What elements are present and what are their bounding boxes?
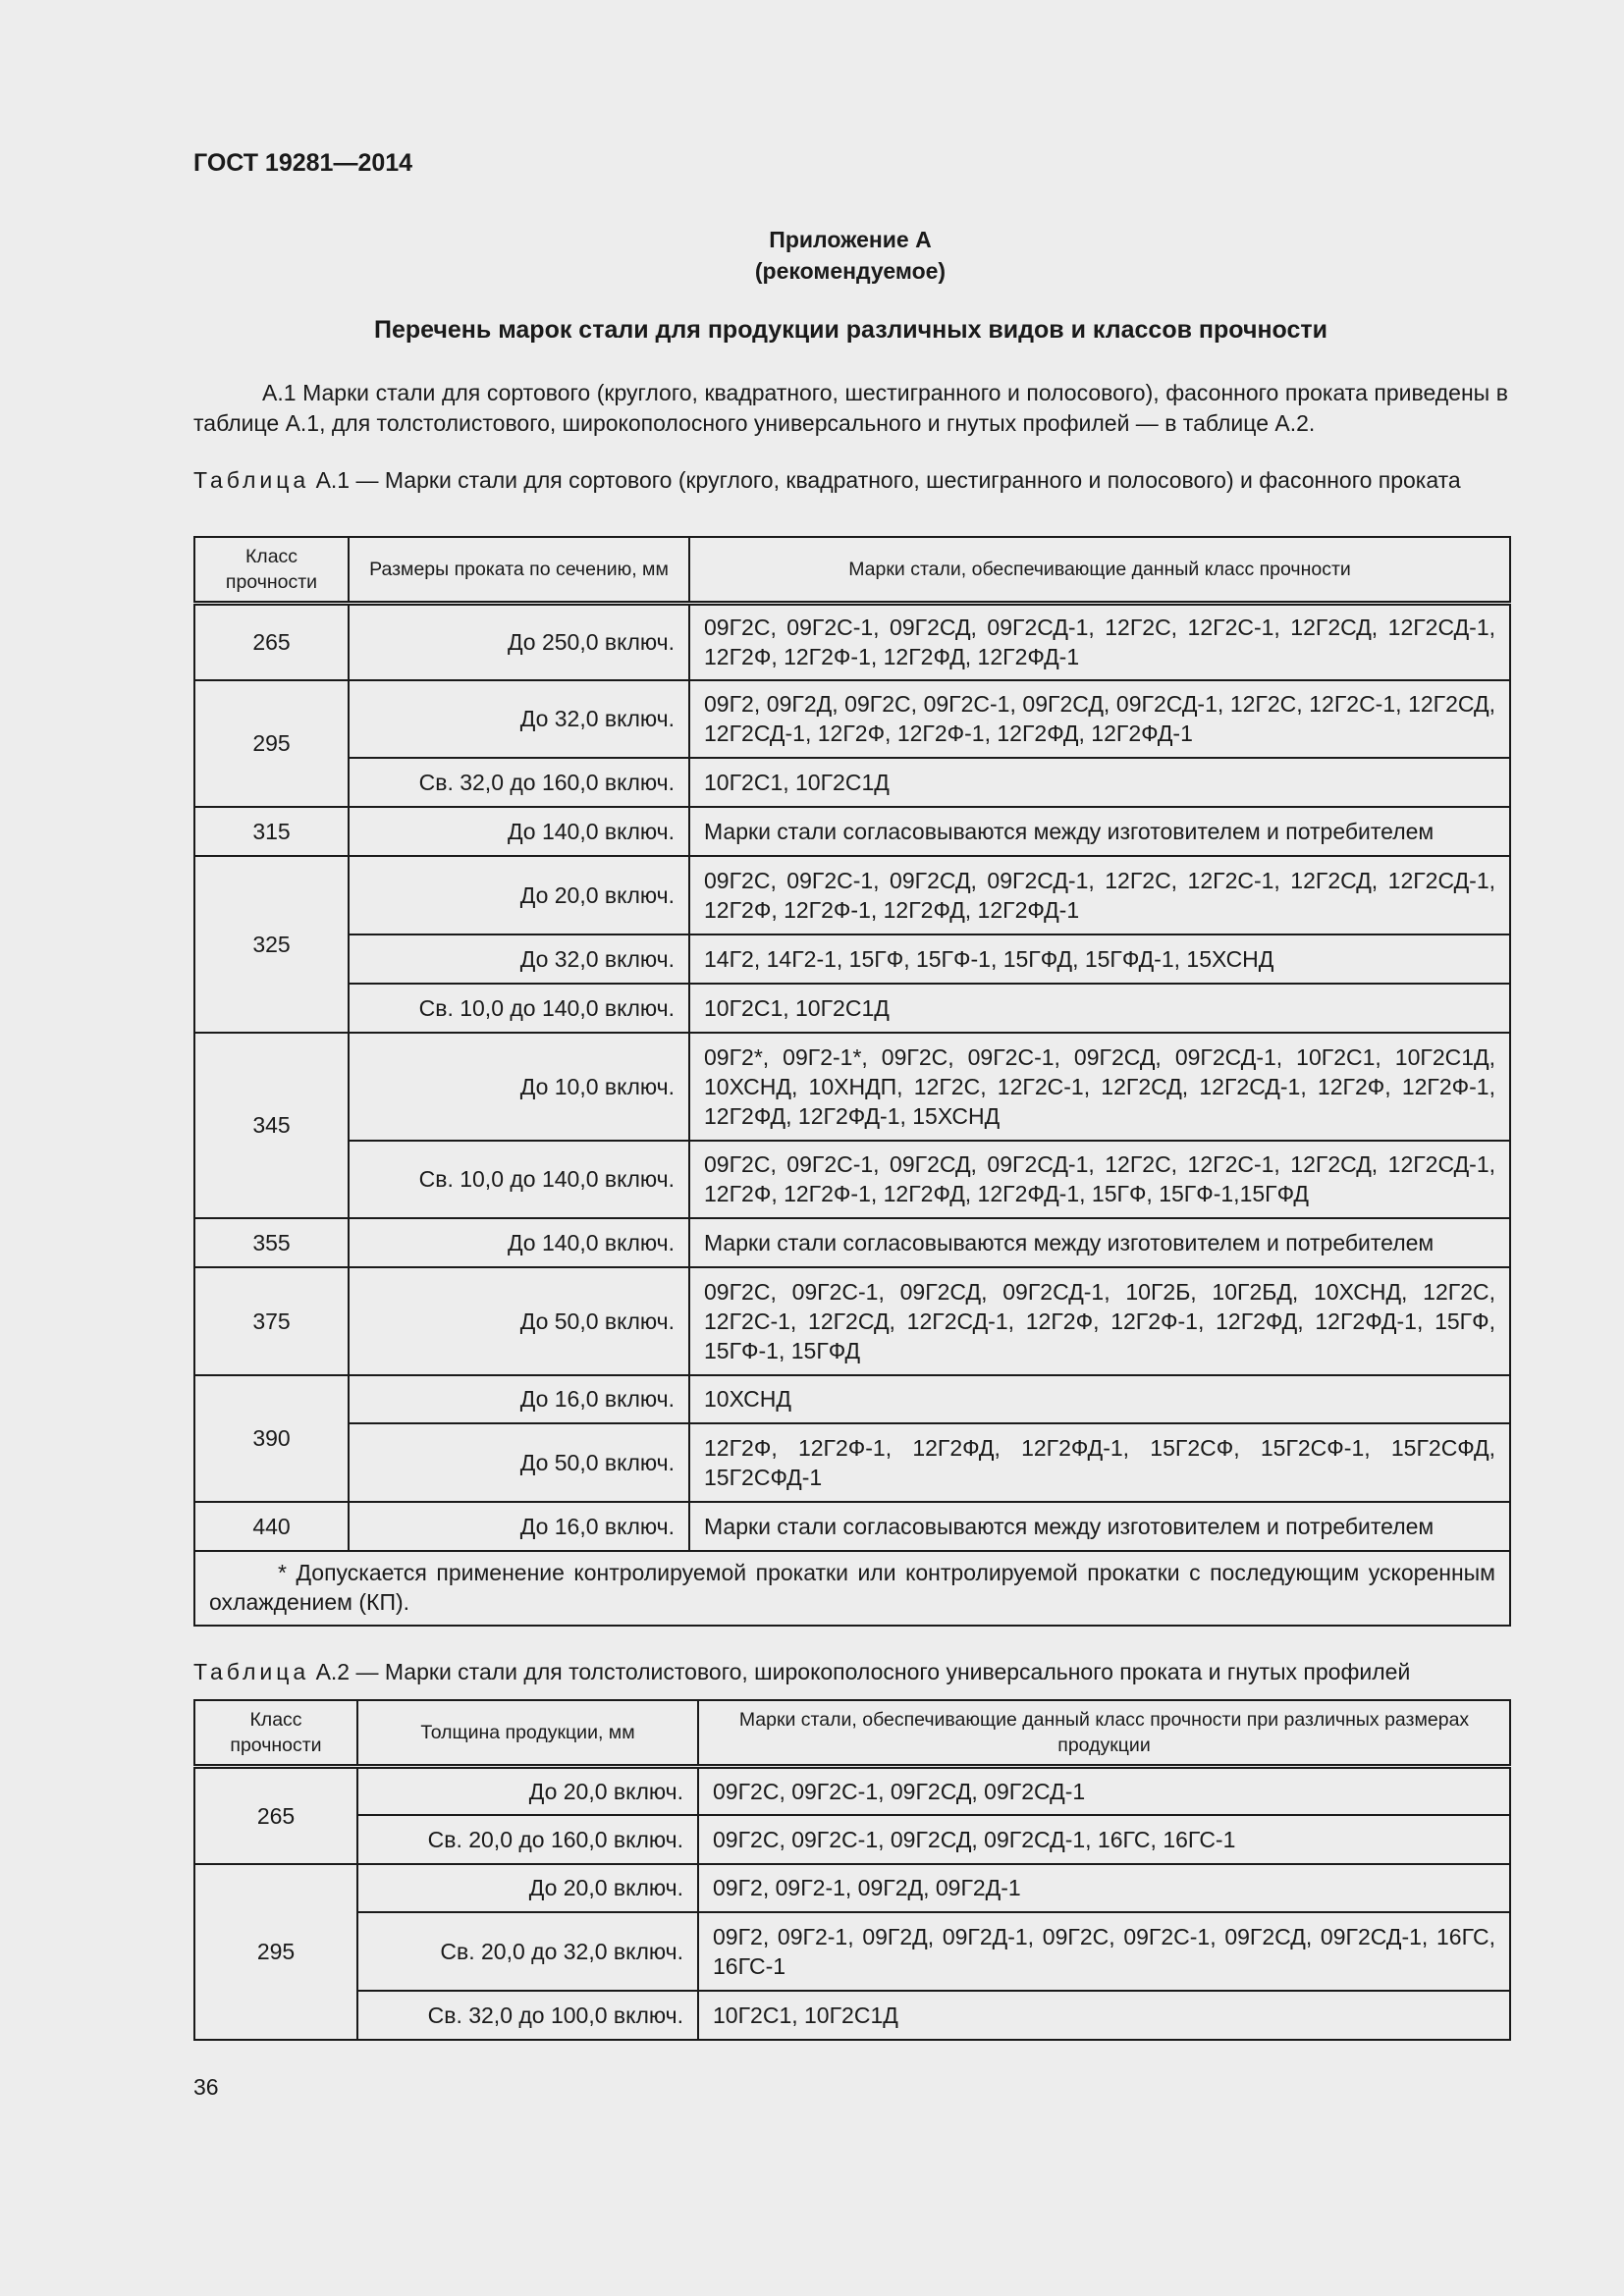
intro-paragraph: А.1 Марки стали для сортового (круглого, квадратного, шестигранного и полосового), фасонного проката приведены в таблице А.1, для толстолистового, широкополосного универсального и гнутых профилей — в таблице А.2. <box>193 380 1508 436</box>
table-row <box>194 1375 1510 1423</box>
strength-class-cell: 375 <box>194 1267 349 1375</box>
grades-cell: 09Г2С, 09Г2С-1, 09Г2СД, 09Г2СД-1 <box>698 1767 1510 1815</box>
grades-cell: 10Г2С1, 10Г2С1Д <box>689 758 1510 807</box>
column-header-class: Класс прочности <box>194 537 349 604</box>
table-row <box>194 1141 1510 1218</box>
column-header-size: Размеры проката по сечению, мм <box>349 537 689 604</box>
size-cell: Св. 10,0 до 140,0 включ. <box>349 984 689 1033</box>
grades-cell: 10Г2С1, 10Г2С1Д <box>698 1991 1510 2040</box>
table-footnote: * Допускается применение контролируемой прокатки или контролируемой прокатки с последующим ускоренным охлаждением (КП). <box>194 1551 1510 1626</box>
appendix-heading: Перечень марок стали для продукции различных видов и классов прочности <box>373 316 1328 344</box>
table-row <box>194 984 1510 1033</box>
size-cell: Св. 20,0 до 32,0 включ. <box>357 1912 698 1991</box>
table-row <box>194 856 1510 934</box>
grades-cell: 09Г2, 09Г2-1, 09Г2Д, 09Г2Д-1, 09Г2С, 09Г2С-1, 09Г2СД, 09Г2СД-1, 16ГС, 16ГС-1 <box>698 1912 1510 1991</box>
strength-class-cell: 355 <box>194 1218 349 1267</box>
strength-class-cell: 325 <box>194 856 349 1033</box>
appendix-title-block <box>0 224 1624 287</box>
strength-class-cell: 265 <box>194 1767 357 1864</box>
column-header-thickness: Толщина продукции, мм <box>357 1700 698 1767</box>
grades-cell: 09Г2, 09Г2-1, 09Г2Д, 09Г2Д-1 <box>698 1864 1510 1912</box>
table-row <box>194 758 1510 807</box>
column-header-grades: Марки стали, обеспечивающие данный класс прочности при различных размерах продукции <box>698 1700 1510 1767</box>
size-cell: До 140,0 включ. <box>349 807 689 856</box>
size-cell: До 20,0 включ. <box>357 1864 698 1912</box>
table-row <box>194 934 1510 984</box>
table-row <box>194 1423 1510 1502</box>
table-row <box>194 1767 1510 1815</box>
table-row <box>194 1033 1510 1141</box>
table-a2 <box>193 1699 1511 2041</box>
size-cell: Св. 32,0 до 160,0 включ. <box>349 758 689 807</box>
size-cell: До 50,0 включ. <box>349 1423 689 1502</box>
size-cell: До 250,0 включ. <box>349 604 689 680</box>
column-header-class: Класс прочности <box>194 1700 357 1767</box>
appendix-subtitle: (рекомендуемое) <box>754 258 947 284</box>
strength-class-cell: 390 <box>194 1375 349 1502</box>
size-cell: До 20,0 включ. <box>349 856 689 934</box>
page-number: 36 <box>193 2074 219 2100</box>
strength-class-cell: 265 <box>194 604 349 680</box>
table-row <box>194 680 1510 758</box>
table1-caption-text: А.1 — Марки стали для сортового (круглого, квадратного, шестигранного и полосового) и фасонного проката <box>315 467 1461 493</box>
table-row <box>194 1864 1510 1912</box>
grades-cell: 10ХСНД <box>689 1375 1510 1423</box>
table-row <box>194 1815 1510 1864</box>
grades-cell: 10Г2С1, 10Г2С1Д <box>689 984 1510 1033</box>
grades-cell: 09Г2С, 09Г2С-1, 09Г2СД, 09Г2СД-1, 10Г2Б, 10Г2БД, 10ХСНД, 12Г2С, 12Г2С-1, 12Г2СД, 12Г2СД-1, 12Г2Ф, 12Г2Ф-1, 12Г2ФД, 12Г2ФД-1, 15ГФ, 15ГФ-1, 15ГФД <box>689 1267 1510 1375</box>
table2-caption <box>193 1657 1508 1686</box>
appendix-title: Приложение А <box>769 227 932 252</box>
standard-header: ГОСТ 19281—2014 <box>193 149 413 177</box>
table-row <box>194 1502 1510 1551</box>
column-header-grades: Марки стали, обеспечивающие данный класс прочности <box>689 537 1510 604</box>
table-header-row <box>194 1700 1510 1767</box>
size-cell: Св. 10,0 до 140,0 включ. <box>349 1141 689 1218</box>
table-row <box>194 1267 1510 1375</box>
grades-cell: Марки стали согласовываются между изготовителем и потребителем <box>689 807 1510 856</box>
size-cell: Св. 20,0 до 160,0 включ. <box>357 1815 698 1864</box>
strength-class-cell: 440 <box>194 1502 349 1551</box>
grades-cell: 09Г2*, 09Г2-1*, 09Г2С, 09Г2С-1, 09Г2СД, 09Г2СД-1, 10Г2С1, 10Г2С1Д, 10ХСНД, 10ХНДП, 12Г2С, 12Г2С-1, 12Г2СД, 12Г2СД-1, 12Г2Ф, 12Г2Ф-1, 12Г2ФД, 12Г2ФД-1, 15ХСНД <box>689 1033 1510 1141</box>
table1-caption-label: Таблица <box>193 467 310 493</box>
strength-class-cell: 295 <box>194 1864 357 2040</box>
size-cell: До 10,0 включ. <box>349 1033 689 1141</box>
table-row <box>194 1991 1510 2040</box>
footnote-row <box>194 1551 1510 1626</box>
size-cell: До 140,0 включ. <box>349 1218 689 1267</box>
table-row <box>194 807 1510 856</box>
grades-cell: 09Г2С, 09Г2С-1, 09Г2СД, 09Г2СД-1, 12Г2С, 12Г2С-1, 12Г2СД, 12Г2СД-1, 12Г2Ф, 12Г2Ф-1, 12Г2ФД, 12Г2ФД-1 <box>689 604 1510 680</box>
grades-cell: Марки стали согласовываются между изготовителем и потребителем <box>689 1218 1510 1267</box>
size-cell: До 20,0 включ. <box>357 1767 698 1815</box>
size-cell: До 16,0 включ. <box>349 1502 689 1551</box>
grades-cell: 09Г2, 09Г2Д, 09Г2С, 09Г2С-1, 09Г2СД, 09Г2СД-1, 12Г2С, 12Г2С-1, 12Г2СД, 12Г2СД-1, 12Г2Ф, 12Г2Ф-1, 12Г2ФД, 12Г2ФД-1 <box>689 680 1510 758</box>
grades-cell: 09Г2С, 09Г2С-1, 09Г2СД, 09Г2СД-1, 12Г2С, 12Г2С-1, 12Г2СД, 12Г2СД-1, 12Г2Ф, 12Г2Ф-1, 12Г2ФД, 12Г2ФД-1 <box>689 856 1510 934</box>
size-cell: До 16,0 включ. <box>349 1375 689 1423</box>
size-cell: До 50,0 включ. <box>349 1267 689 1375</box>
table-a1 <box>193 536 1511 1627</box>
size-cell: До 32,0 включ. <box>349 680 689 758</box>
table-row <box>194 604 1510 680</box>
table2-caption-text: А.2 — Марки стали для толстолистового, широкополосного универсального проката и гнутых профилей <box>315 1659 1411 1684</box>
table-row <box>194 1912 1510 1991</box>
strength-class-cell: 295 <box>194 680 349 807</box>
grades-cell: 14Г2, 14Г2-1, 15ГФ, 15ГФ-1, 15ГФД, 15ГФД-1, 15ХСНД <box>689 934 1510 984</box>
size-cell: До 32,0 включ. <box>349 934 689 984</box>
grades-cell: 09Г2С, 09Г2С-1, 09Г2СД, 09Г2СД-1, 16ГС, 16ГС-1 <box>698 1815 1510 1864</box>
grades-cell: 12Г2Ф, 12Г2Ф-1, 12Г2ФД, 12Г2ФД-1, 15Г2СФ, 15Г2СФ-1, 15Г2СФД, 15Г2СФД-1 <box>689 1423 1510 1502</box>
strength-class-cell: 345 <box>194 1033 349 1218</box>
table-header-row <box>194 537 1510 604</box>
grades-cell: Марки стали согласовываются между изготовителем и потребителем <box>689 1502 1510 1551</box>
table2-caption-label: Таблица <box>193 1659 310 1684</box>
grades-cell: 09Г2С, 09Г2С-1, 09Г2СД, 09Г2СД-1, 12Г2С, 12Г2С-1, 12Г2СД, 12Г2СД-1, 12Г2Ф, 12Г2Ф-1, 12Г2ФД, 12Г2ФД-1, 15ГФ, 15ГФ-1,15ГФД <box>689 1141 1510 1218</box>
table-row <box>194 1218 1510 1267</box>
strength-class-cell: 315 <box>194 807 349 856</box>
table1-caption <box>193 465 1508 495</box>
size-cell: Св. 32,0 до 100,0 включ. <box>357 1991 698 2040</box>
